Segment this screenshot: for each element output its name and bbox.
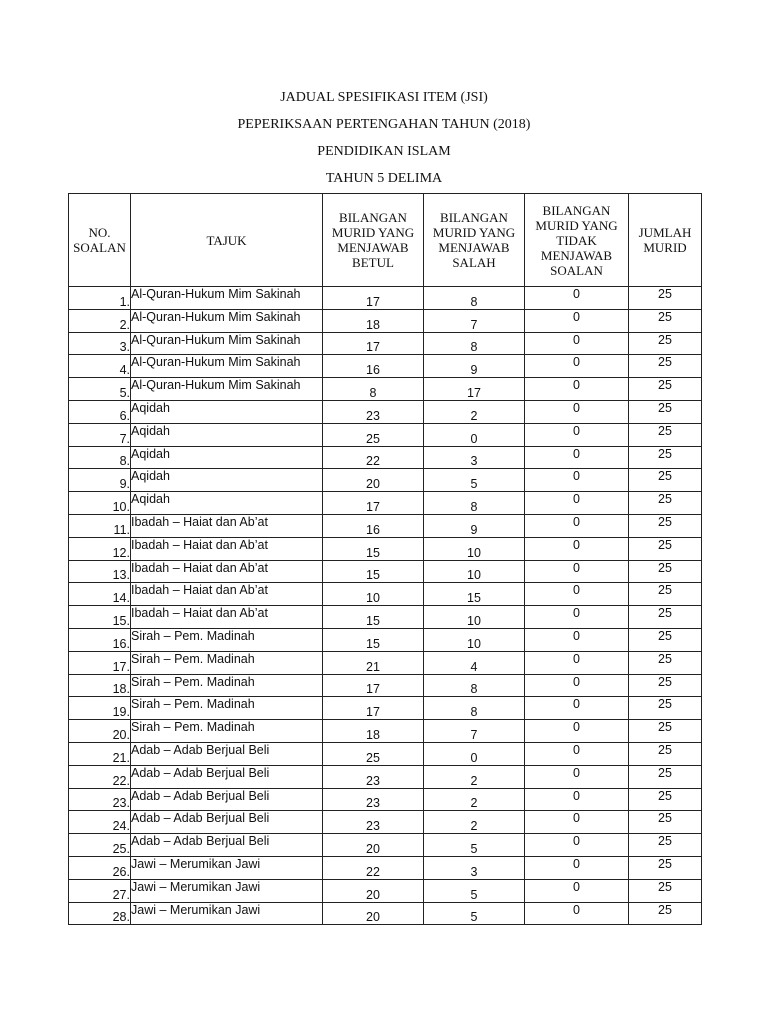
cell-jumlah-murid: 25 <box>629 856 702 879</box>
cell-no: 1. <box>69 287 131 310</box>
table-row <box>69 514 702 537</box>
cell-salah: 17 <box>424 378 525 401</box>
header-tajuk: TAJUK <box>131 194 323 287</box>
header-tidak-menjawab: BILANGAN MURID YANG TIDAK MENJAWAB SOALAN <box>525 194 629 287</box>
table-row <box>69 788 702 811</box>
cell-jumlah-murid: 25 <box>629 788 702 811</box>
cell-tidak-menjawab: 0 <box>525 514 629 537</box>
cell-betul: 20 <box>323 902 424 925</box>
table-row <box>69 492 702 515</box>
cell-no: 21. <box>69 742 131 765</box>
cell-tidak-menjawab: 0 <box>525 628 629 651</box>
cell-salah: 5 <box>424 469 525 492</box>
cell-tajuk: Jawi – Merumikan Jawi <box>131 902 323 925</box>
cell-betul: 17 <box>323 492 424 515</box>
cell-salah: 0 <box>424 423 525 446</box>
table-header-row <box>69 194 702 287</box>
cell-salah: 10 <box>424 537 525 560</box>
cell-jumlah-murid: 25 <box>629 651 702 674</box>
cell-jumlah-murid: 25 <box>629 560 702 583</box>
table-row <box>69 537 702 560</box>
cell-salah: 8 <box>424 332 525 355</box>
cell-tidak-menjawab: 0 <box>525 697 629 720</box>
cell-tajuk: Ibadah – Haiat dan Ab’at <box>131 560 323 583</box>
cell-no: 8. <box>69 446 131 469</box>
header-no-soalan: NO. SOALAN <box>69 194 131 287</box>
cell-no: 10. <box>69 492 131 515</box>
cell-salah: 10 <box>424 560 525 583</box>
cell-betul: 16 <box>323 514 424 537</box>
cell-betul: 15 <box>323 560 424 583</box>
cell-tajuk: Al-Quran-Hukum Mim Sakinah <box>131 332 323 355</box>
cell-no: 12. <box>69 537 131 560</box>
cell-tajuk: Aqidah <box>131 423 323 446</box>
cell-tajuk: Adab – Adab Berjual Beli <box>131 834 323 857</box>
cell-tajuk: Adab – Adab Berjual Beli <box>131 788 323 811</box>
cell-tidak-menjawab: 0 <box>525 400 629 423</box>
cell-tajuk: Ibadah – Haiat dan Ab’at <box>131 514 323 537</box>
cell-jumlah-murid: 25 <box>629 811 702 834</box>
cell-tidak-menjawab: 0 <box>525 537 629 560</box>
cell-betul: 25 <box>323 423 424 446</box>
cell-jumlah-murid: 25 <box>629 514 702 537</box>
cell-betul: 23 <box>323 765 424 788</box>
cell-no: 24. <box>69 811 131 834</box>
title-line-4: TAHUN 5 DELIMA <box>325 171 443 186</box>
cell-tajuk: Sirah – Pem. Madinah <box>131 651 323 674</box>
cell-salah: 9 <box>424 355 525 378</box>
cell-salah: 5 <box>424 902 525 925</box>
cell-salah: 4 <box>424 651 525 674</box>
cell-no: 7. <box>69 423 131 446</box>
header-betul: BILANGAN MURID YANG MENJAWAB BETUL <box>323 194 424 287</box>
cell-jumlah-murid: 25 <box>629 332 702 355</box>
cell-salah: 5 <box>424 834 525 857</box>
cell-jumlah-murid: 25 <box>629 355 702 378</box>
specification-table <box>68 193 702 925</box>
cell-betul: 25 <box>323 742 424 765</box>
cell-tajuk: Adab – Adab Berjual Beli <box>131 742 323 765</box>
cell-betul: 23 <box>323 400 424 423</box>
cell-tidak-menjawab: 0 <box>525 742 629 765</box>
table-row <box>69 742 702 765</box>
cell-salah: 9 <box>424 514 525 537</box>
cell-no: 13. <box>69 560 131 583</box>
cell-tidak-menjawab: 0 <box>525 287 629 310</box>
cell-salah: 8 <box>424 492 525 515</box>
cell-tajuk: Al-Quran-Hukum Mim Sakinah <box>131 355 323 378</box>
table-row <box>69 720 702 743</box>
cell-jumlah-murid: 25 <box>629 674 702 697</box>
table-row <box>69 902 702 925</box>
cell-salah: 8 <box>424 674 525 697</box>
cell-salah: 8 <box>424 697 525 720</box>
cell-salah: 7 <box>424 309 525 332</box>
cell-tajuk: Adab – Adab Berjual Beli <box>131 811 323 834</box>
cell-betul: 20 <box>323 879 424 902</box>
cell-salah: 15 <box>424 583 525 606</box>
cell-no: 5. <box>69 378 131 401</box>
cell-tidak-menjawab: 0 <box>525 765 629 788</box>
cell-no: 26. <box>69 856 131 879</box>
cell-betul: 16 <box>323 355 424 378</box>
table-row <box>69 879 702 902</box>
cell-no: 11. <box>69 514 131 537</box>
header-salah: BILANGAN MURID YANG MENJAWAB SALAH <box>424 194 525 287</box>
table-row <box>69 583 702 606</box>
cell-no: 9. <box>69 469 131 492</box>
cell-no: 20. <box>69 720 131 743</box>
table-row <box>69 287 702 310</box>
cell-tajuk: Adab – Adab Berjual Beli <box>131 765 323 788</box>
cell-salah: 10 <box>424 606 525 629</box>
cell-no: 4. <box>69 355 131 378</box>
cell-tidak-menjawab: 0 <box>525 332 629 355</box>
table-row <box>69 423 702 446</box>
cell-jumlah-murid: 25 <box>629 400 702 423</box>
cell-tajuk: Sirah – Pem. Madinah <box>131 674 323 697</box>
table-row <box>69 856 702 879</box>
cell-tajuk: Aqidah <box>131 492 323 515</box>
cell-jumlah-murid: 25 <box>629 378 702 401</box>
cell-salah: 5 <box>424 879 525 902</box>
cell-tajuk: Jawi – Merumikan Jawi <box>131 879 323 902</box>
cell-betul: 20 <box>323 834 424 857</box>
table-body <box>69 287 702 925</box>
table-row <box>69 446 702 469</box>
cell-salah: 2 <box>424 400 525 423</box>
cell-no: 23. <box>69 788 131 811</box>
title-line-1: JADUAL SPESIFIKASI ITEM (JSI) <box>280 90 488 105</box>
cell-tidak-menjawab: 0 <box>525 423 629 446</box>
cell-salah: 8 <box>424 287 525 310</box>
cell-jumlah-murid: 25 <box>629 834 702 857</box>
table-row <box>69 765 702 788</box>
cell-tajuk: Aqidah <box>131 400 323 423</box>
cell-tidak-menjawab: 0 <box>525 355 629 378</box>
cell-jumlah-murid: 25 <box>629 423 702 446</box>
cell-tidak-menjawab: 0 <box>525 856 629 879</box>
cell-tidak-menjawab: 0 <box>525 309 629 332</box>
table-row <box>69 378 702 401</box>
cell-jumlah-murid: 25 <box>629 287 702 310</box>
cell-jumlah-murid: 25 <box>629 309 702 332</box>
title-line-2: PEPERIKSAAN PERTENGAHAN TAHUN (2018) <box>237 117 531 132</box>
cell-jumlah-murid: 25 <box>629 765 702 788</box>
cell-jumlah-murid: 25 <box>629 583 702 606</box>
cell-jumlah-murid: 25 <box>629 537 702 560</box>
cell-salah: 2 <box>424 811 525 834</box>
cell-jumlah-murid: 25 <box>629 606 702 629</box>
cell-no: 16. <box>69 628 131 651</box>
cell-jumlah-murid: 25 <box>629 697 702 720</box>
cell-jumlah-murid: 25 <box>629 742 702 765</box>
document-title <box>0 84 768 192</box>
cell-tidak-menjawab: 0 <box>525 651 629 674</box>
cell-betul: 20 <box>323 469 424 492</box>
cell-tajuk: Aqidah <box>131 446 323 469</box>
cell-jumlah-murid: 25 <box>629 469 702 492</box>
cell-betul: 15 <box>323 537 424 560</box>
cell-jumlah-murid: 25 <box>629 879 702 902</box>
table-row <box>69 560 702 583</box>
cell-jumlah-murid: 25 <box>629 720 702 743</box>
cell-betul: 17 <box>323 287 424 310</box>
table-row <box>69 606 702 629</box>
cell-betul: 17 <box>323 332 424 355</box>
cell-tidak-menjawab: 0 <box>525 811 629 834</box>
cell-jumlah-murid: 25 <box>629 492 702 515</box>
cell-no: 6. <box>69 400 131 423</box>
cell-no: 2. <box>69 309 131 332</box>
cell-tajuk: Sirah – Pem. Madinah <box>131 720 323 743</box>
cell-tidak-menjawab: 0 <box>525 674 629 697</box>
cell-no: 25. <box>69 834 131 857</box>
table-row <box>69 834 702 857</box>
cell-salah: 2 <box>424 788 525 811</box>
cell-tidak-menjawab: 0 <box>525 720 629 743</box>
cell-salah: 3 <box>424 856 525 879</box>
header-jumlah-murid: JUMLAH MURID <box>629 194 702 287</box>
cell-betul: 15 <box>323 606 424 629</box>
cell-betul: 22 <box>323 856 424 879</box>
table-row <box>69 674 702 697</box>
cell-jumlah-murid: 25 <box>629 628 702 651</box>
cell-tidak-menjawab: 0 <box>525 606 629 629</box>
cell-no: 28. <box>69 902 131 925</box>
cell-tajuk: Sirah – Pem. Madinah <box>131 697 323 720</box>
cell-tajuk: Sirah – Pem. Madinah <box>131 628 323 651</box>
cell-betul: 21 <box>323 651 424 674</box>
cell-betul: 10 <box>323 583 424 606</box>
cell-no: 18. <box>69 674 131 697</box>
cell-tidak-menjawab: 0 <box>525 378 629 401</box>
cell-betul: 17 <box>323 697 424 720</box>
cell-tajuk: Al-Quran-Hukum Mim Sakinah <box>131 287 323 310</box>
cell-betul: 23 <box>323 811 424 834</box>
cell-betul: 15 <box>323 628 424 651</box>
cell-jumlah-murid: 25 <box>629 446 702 469</box>
cell-tajuk: Al-Quran-Hukum Mim Sakinah <box>131 309 323 332</box>
cell-tajuk: Jawi – Merumikan Jawi <box>131 856 323 879</box>
cell-tidak-menjawab: 0 <box>525 583 629 606</box>
table-row <box>69 811 702 834</box>
cell-tajuk: Ibadah – Haiat dan Ab’at <box>131 537 323 560</box>
table-row <box>69 400 702 423</box>
table-row <box>69 309 702 332</box>
cell-tidak-menjawab: 0 <box>525 879 629 902</box>
cell-betul: 23 <box>323 788 424 811</box>
cell-tidak-menjawab: 0 <box>525 446 629 469</box>
cell-no: 17. <box>69 651 131 674</box>
cell-salah: 0 <box>424 742 525 765</box>
cell-salah: 7 <box>424 720 525 743</box>
cell-salah: 2 <box>424 765 525 788</box>
cell-tidak-menjawab: 0 <box>525 560 629 583</box>
cell-jumlah-murid: 25 <box>629 902 702 925</box>
cell-betul: 8 <box>323 378 424 401</box>
cell-no: 27. <box>69 879 131 902</box>
table-row <box>69 651 702 674</box>
cell-betul: 17 <box>323 674 424 697</box>
table-row <box>69 628 702 651</box>
cell-tidak-menjawab: 0 <box>525 469 629 492</box>
cell-tajuk: Al-Quran-Hukum Mim Sakinah <box>131 378 323 401</box>
cell-betul: 18 <box>323 720 424 743</box>
cell-betul: 18 <box>323 309 424 332</box>
table-row <box>69 355 702 378</box>
cell-tidak-menjawab: 0 <box>525 788 629 811</box>
table-row <box>69 697 702 720</box>
cell-tidak-menjawab: 0 <box>525 902 629 925</box>
cell-tajuk: Aqidah <box>131 469 323 492</box>
cell-tidak-menjawab: 0 <box>525 492 629 515</box>
table-row <box>69 332 702 355</box>
cell-salah: 10 <box>424 628 525 651</box>
cell-tidak-menjawab: 0 <box>525 834 629 857</box>
cell-no: 3. <box>69 332 131 355</box>
cell-betul: 22 <box>323 446 424 469</box>
cell-salah: 3 <box>424 446 525 469</box>
cell-no: 15. <box>69 606 131 629</box>
cell-tajuk: Ibadah – Haiat dan Ab’at <box>131 583 323 606</box>
title-line-3: PENDIDIKAN ISLAM <box>317 144 451 159</box>
cell-no: 19. <box>69 697 131 720</box>
table-row <box>69 469 702 492</box>
cell-no: 22. <box>69 765 131 788</box>
cell-tajuk: Ibadah – Haiat dan Ab’at <box>131 606 323 629</box>
cell-no: 14. <box>69 583 131 606</box>
